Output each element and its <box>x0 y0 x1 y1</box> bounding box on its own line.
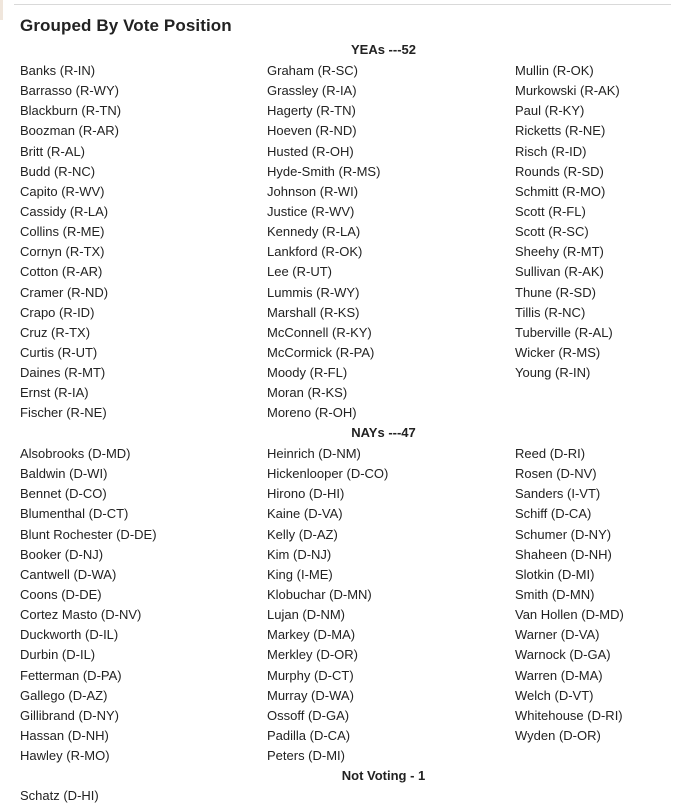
senator-vote-item: Schiff (D-CA) <box>515 506 592 522</box>
senator-vote-item: Lee (R-UT) <box>267 264 333 280</box>
senator-vote-item: Ernst (R-IA) <box>20 385 89 401</box>
senator-vote-item: Rounds (R-SD) <box>515 163 604 179</box>
senator-vote-item: Young (R-IN) <box>515 365 591 381</box>
senator-vote-item: Hassan (D-NH) <box>20 727 109 743</box>
senator-vote-item: Capito (R-WV) <box>20 183 105 199</box>
senator-vote-item: Warner (D-VA) <box>515 627 600 643</box>
senator-vote-item: Hirono (D-HI) <box>267 486 345 502</box>
senator-vote-item: Johnson (R-WI) <box>267 183 359 199</box>
nays-heading: NAYs ---47 <box>351 425 416 440</box>
senator-vote-item: Markey (D-MA) <box>267 627 356 643</box>
senator-vote-item: Peters (D-MI) <box>267 748 345 764</box>
senator-vote-item: Husted (R-OH) <box>267 143 354 159</box>
senator-vote-item: Duckworth (D-IL) <box>20 627 119 643</box>
senator-vote-item: Padilla (D-CA) <box>267 727 351 743</box>
senator-vote-item: Durbin (D-IL) <box>20 647 96 663</box>
yeas-column-2 <box>267 61 380 424</box>
senator-vote-item: McConnell (R-KY) <box>267 324 372 340</box>
senator-vote-item: Banks (R-IN) <box>20 63 96 78</box>
senator-vote-item: Blumenthal (D-CT) <box>20 506 129 522</box>
senator-vote-item: Baldwin (D-WI) <box>20 466 108 482</box>
senator-vote-item: Wicker (R-MS) <box>515 344 601 360</box>
senator-vote-item: Schatz (D-HI) <box>20 788 99 803</box>
senator-vote-item: Risch (R-ID) <box>515 143 587 159</box>
not-voting-heading: Not Voting - 1 <box>341 768 426 783</box>
senator-vote-item: Moody (R-FL) <box>267 365 348 381</box>
senator-vote-item: Merkley (D-OR) <box>267 647 358 663</box>
senator-vote-item: Blackburn (R-TN) <box>20 103 122 119</box>
nays-column-3 <box>515 444 624 746</box>
yeas-column-3 <box>515 61 620 383</box>
senator-vote-item: Paul (R-KY) <box>515 103 585 119</box>
senator-vote-item: Cornyn (R-TX) <box>20 244 105 260</box>
senator-vote-item: Tillis (R-NC) <box>515 304 586 320</box>
senator-vote-item: Ossoff (D-GA) <box>267 707 350 723</box>
senator-vote-item: Moran (R-KS) <box>267 385 348 401</box>
senator-vote-item: Kelly (D-AZ) <box>267 526 338 542</box>
senator-vote-item: Thune (R-SD) <box>515 284 596 300</box>
yeas-column-1 <box>20 61 121 424</box>
senator-vote-item: Sanders (I-VT) <box>515 486 601 502</box>
senator-vote-item: Wyden (D-OR) <box>515 727 601 743</box>
senator-vote-item: Reed (D-RI) <box>515 446 586 461</box>
senator-vote-item: Lujan (D-NM) <box>267 607 346 623</box>
senator-vote-item: Blunt Rochester (D-DE) <box>20 526 157 542</box>
senator-vote-item: Boozman (R-AR) <box>20 123 119 139</box>
senator-vote-item: Hagerty (R-TN) <box>267 103 356 119</box>
senator-vote-item: Graham (R-SC) <box>267 63 359 78</box>
senator-vote-item: Moreno (R-OH) <box>267 405 357 421</box>
senator-vote-item: Mullin (R-OK) <box>515 63 594 78</box>
senator-vote-item: McCormick (R-PA) <box>267 344 375 360</box>
senator-vote-item: Warnock (D-GA) <box>515 647 611 663</box>
left-accent-strip <box>0 0 3 20</box>
senator-vote-item: Hoeven (R-ND) <box>267 123 357 139</box>
senator-vote-item: Kim (D-NJ) <box>267 546 332 562</box>
senator-vote-item: Budd (R-NC) <box>20 163 96 179</box>
senator-vote-item: Cantwell (D-WA) <box>20 566 117 582</box>
senator-vote-item: Hyde-Smith (R-MS) <box>267 163 381 179</box>
senator-vote-item: Hawley (R-MO) <box>20 748 110 764</box>
senator-vote-item: Rosen (D-NV) <box>515 466 597 482</box>
senator-vote-item: Cassidy (R-LA) <box>20 203 109 219</box>
senator-vote-item: Cruz (R-TX) <box>20 324 91 340</box>
senator-vote-item: Lummis (R-WY) <box>267 284 360 300</box>
senator-vote-item: Schumer (D-NY) <box>515 526 612 542</box>
senator-vote-item: Lankford (R-OK) <box>267 244 363 260</box>
senator-vote-item: Sheehy (R-MT) <box>515 244 604 260</box>
senator-vote-item: Gillibrand (D-NY) <box>20 707 119 723</box>
senator-vote-item: Murray (D-WA) <box>267 687 354 703</box>
senator-vote-item: Shaheen (D-NH) <box>515 546 612 562</box>
nays-column-2 <box>267 444 388 766</box>
senator-vote-item: Curtis (R-UT) <box>20 344 98 360</box>
senator-vote-item: Murkowski (R-AK) <box>515 83 620 99</box>
senator-vote-item: Scott (R-SC) <box>515 224 589 240</box>
senator-vote-item: Bennet (D-CO) <box>20 486 107 502</box>
senator-vote-item: Heinrich (D-NM) <box>267 446 361 461</box>
senator-vote-item: Scott (R-FL) <box>515 203 586 219</box>
page-title: Grouped By Vote Position <box>20 16 232 35</box>
senator-vote-item: Kaine (D-VA) <box>267 506 343 522</box>
senator-vote-item: Kennedy (R-LA) <box>267 224 361 240</box>
senator-vote-item: Fetterman (D-PA) <box>20 667 122 683</box>
senator-vote-item: Cramer (R-ND) <box>20 284 109 300</box>
senator-vote-item: Justice (R-WV) <box>267 203 355 219</box>
senator-vote-item: Schmitt (R-MO) <box>515 183 606 199</box>
senator-vote-item: Alsobrooks (D-MD) <box>20 446 131 461</box>
senator-vote-item: King (I-ME) <box>267 566 333 582</box>
senator-vote-item: Booker (D-NJ) <box>20 546 104 562</box>
senator-vote-item: Warren (D-MA) <box>515 667 603 683</box>
senator-vote-item: Crapo (R-ID) <box>20 304 95 320</box>
yeas-heading: YEAs ---52 <box>350 42 417 57</box>
senator-vote-item: Gallego (D-AZ) <box>20 687 108 703</box>
senator-vote-item: Smith (D-MN) <box>515 586 595 602</box>
senator-vote-item: Van Hollen (D-MD) <box>515 607 624 623</box>
senator-vote-item: Marshall (R-KS) <box>267 304 360 320</box>
senator-vote-item: Murphy (D-CT) <box>267 667 354 683</box>
senator-vote-item: Hickenlooper (D-CO) <box>267 466 389 482</box>
senator-vote-item: Britt (R-AL) <box>20 143 85 159</box>
senator-vote-item: Slotkin (D-MI) <box>515 566 595 582</box>
senator-vote-item: Fischer (R-NE) <box>20 405 107 421</box>
senator-vote-item: Sullivan (R-AK) <box>515 264 604 280</box>
senator-vote-item: Cotton (R-AR) <box>20 264 103 280</box>
senator-vote-item: Whitehouse (D-RI) <box>515 707 623 723</box>
senator-vote-item: Klobuchar (D-MN) <box>267 586 372 602</box>
senator-vote-item: Daines (R-MT) <box>20 365 106 381</box>
senator-vote-item: Collins (R-ME) <box>20 224 105 240</box>
senator-vote-item: Tuberville (R-AL) <box>515 324 613 340</box>
not-voting-column-1 <box>20 786 99 806</box>
senator-vote-item: Ricketts (R-NE) <box>515 123 606 139</box>
senator-vote-item: Welch (D-VT) <box>515 687 594 703</box>
nays-column-1 <box>20 444 157 766</box>
senator-vote-item: Barrasso (R-WY) <box>20 83 119 99</box>
senator-vote-item: Cortez Masto (D-NV) <box>20 607 142 623</box>
top-divider <box>14 4 671 5</box>
senator-vote-item: Coons (D-DE) <box>20 586 102 602</box>
senator-vote-item: Grassley (R-IA) <box>267 83 357 99</box>
